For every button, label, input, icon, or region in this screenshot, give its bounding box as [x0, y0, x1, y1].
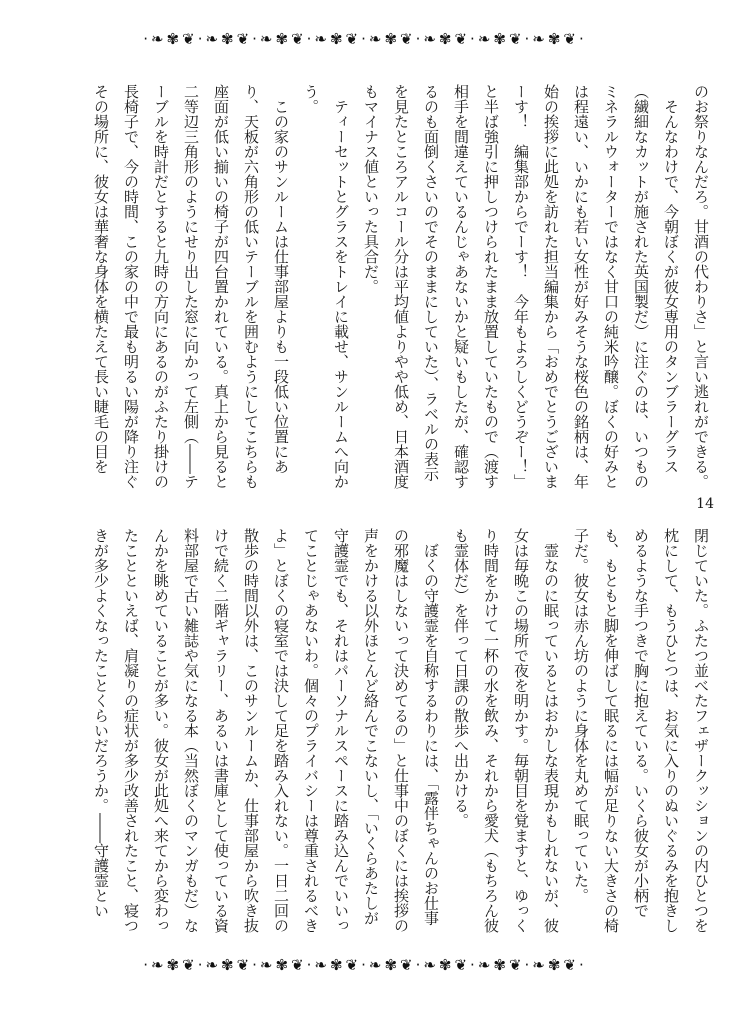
paragraph-upper-3: ティーセットとグラスをトレイに載せ、サンルームへ向かう。	[302, 84, 350, 489]
paragraph-upper-4: この家のサンルームは仕事部屋よりも一段低い位置にあり、天板が六角形の低いテーブルを囲むようにしてこちらも座面が低い揃いの椅子が四台置かれている。真上から見ると二等辺三角形のようにせり出した窓に向かって左側（――テーブルを時計だとすると九時の方向にあるのがふたり掛けの長椅子で、今の時間、この家の中で最も明るい陽が降り注ぐその場所に、彼女は華奢な身体を横たえて長い睫毛の目を	[92, 84, 290, 489]
page-number: 14	[696, 496, 714, 512]
upper-text-block	[66, 84, 716, 494]
ornament-border-bottom: ·❧✾❦·❧✾❦·❧✾❦·❧✾❦·❧✾❦·❧✾❦·❧✾❦·❧✾❦·	[143, 956, 587, 974]
ornament-border-top: ·❧✾❦·❧✾❦·❧✾❦·❧✾❦·❧✾❦·❧✾❦·❧✾❦·❧✾❦·	[143, 30, 587, 48]
paragraph-lower-3: ぼくの守護霊を自称するわりには、「露伴ちゃんのお仕事の邪魔はしないって決めてるの」と仕事中のぼくには挨拶の声をかける以外ほとんど絡んでこないし、「いくらあたしが守護霊でも、それはパーソナルスペースに踏み込んでいいってことじゃあないわ。個々のプライバシーは尊重されるべきよ」とぼくの寝室では決して足を踏み入れない。一日二回の散歩の時間以外は、このサンルームか、仕事部屋から吹き抜けで続く二階ギャラリー、あるいは書庫として使っている資料部屋で古い雑誌や気になる本（当然ぼくのマンガもだ）なんかを眺めていることが多い。彼女が此処へ来てから変わったことといえば、肩凝りの症状が多少改善されたこと、寝つきが多少よくなったことくらいだろうか。――守護霊とい	[92, 528, 440, 933]
paragraph-lower-2: 霊なのに眠っているとはおかしな表現かもしれないが、彼女は毎晩この場所で夜を明かす。毎朝目を覚ますと、ゆっくり時間をかけて一杯の水を飲み、それから愛犬（もちろん彼も霊体だ）を伴って日課の散歩へ出かける。	[452, 528, 560, 933]
paragraph-upper-2: そんなわけで、今朝ぼくが彼女専用のタンブラーグラス（繊細なカットが施された英国製だ）に注ぐのは、いつものミネラルウォーターではなく甘口の純米吟醸。ぼくの好みとは程遠い、いかにも若い女性が好みそうな桜色の銘柄は、年始の挨拶に此処を訪れた担当編集から「おめでとうございまーす！ 編集部からでーす！ 今年もよろしくどうぞー！」と半ば強引に押しつけられたまま放置していたもので（渡す相手を間違えているんじゃあないかと疑いもしたが、確認するのも面倒くさいのでそのままにしていた）、ラベルの表示を見たところアルコール分は平均値よりやや低め、日本酒度もマイナス値といった具合だ。	[362, 84, 680, 489]
paragraph-upper-1: のお祭りなんだろ。甘酒の代わりさ」と言い逃れができる。	[692, 84, 710, 489]
paragraph-lower-1: 閉じていた。ふたつ並べたフェザークッションの内ひとつを枕にして、もうひとつは、お気に入りのぬいぐるみを抱きしめるような手つきで胸に抱えている。いくら彼女が小柄でも、もともと脚を伸ばして眠るには幅が足りない大きさの椅子だ。彼女は赤ん坊のように身体を丸めて眠っていた。	[572, 528, 710, 933]
lower-text-block	[66, 528, 716, 938]
